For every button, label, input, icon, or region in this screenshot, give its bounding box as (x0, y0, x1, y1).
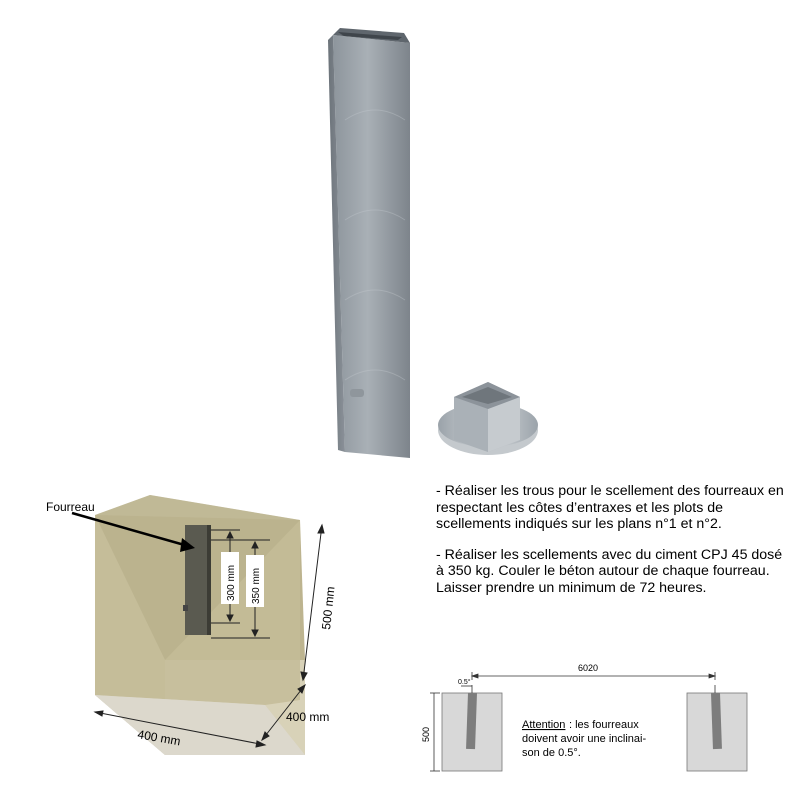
round-base (438, 382, 538, 455)
sleeve-diagram (0, 480, 420, 800)
sleeve (183, 525, 211, 635)
dim-400-bottom-label: 400 mm (136, 727, 182, 749)
dim-300-label: 300 mm (226, 564, 237, 601)
dim-500-label: 500 mm (319, 585, 338, 631)
spacing-label: 6020 (578, 663, 599, 673)
fourreau-label: Fourreau (46, 500, 95, 514)
attention-heading: Attention (522, 719, 566, 731)
dim-350-label: 350 mm (251, 567, 262, 604)
square-post (328, 28, 410, 458)
attention-line-3: son de 0.5°. (522, 747, 581, 759)
angle-label: 0.5° (458, 679, 471, 686)
spacing-diagram (410, 655, 800, 795)
right-footing (687, 693, 747, 771)
instruction-paragraph-2: - Réaliser les scellements avec du ciment CPJ 45 dosé à 350 kg. Couler le béton autour de chaque fourreau. Laisser prendre un minimum de 72 heures. (436, 546, 783, 596)
height-label: 500 (421, 726, 431, 742)
left-footing (442, 693, 502, 771)
instructions (436, 483, 786, 610)
instruction-paragraph-1: - Réaliser les trous pour le scellement des fourreaux en respectant les côtes d’entraxes et les plots de scellements indiqués sur les plans n°1 et n°2. (436, 483, 784, 532)
dim-400-right-label: 400 mm (286, 710, 330, 724)
attention-line-2: doivent avoir une inclinai- (522, 733, 647, 745)
attention-line-1: : les fourreaux (569, 719, 639, 731)
